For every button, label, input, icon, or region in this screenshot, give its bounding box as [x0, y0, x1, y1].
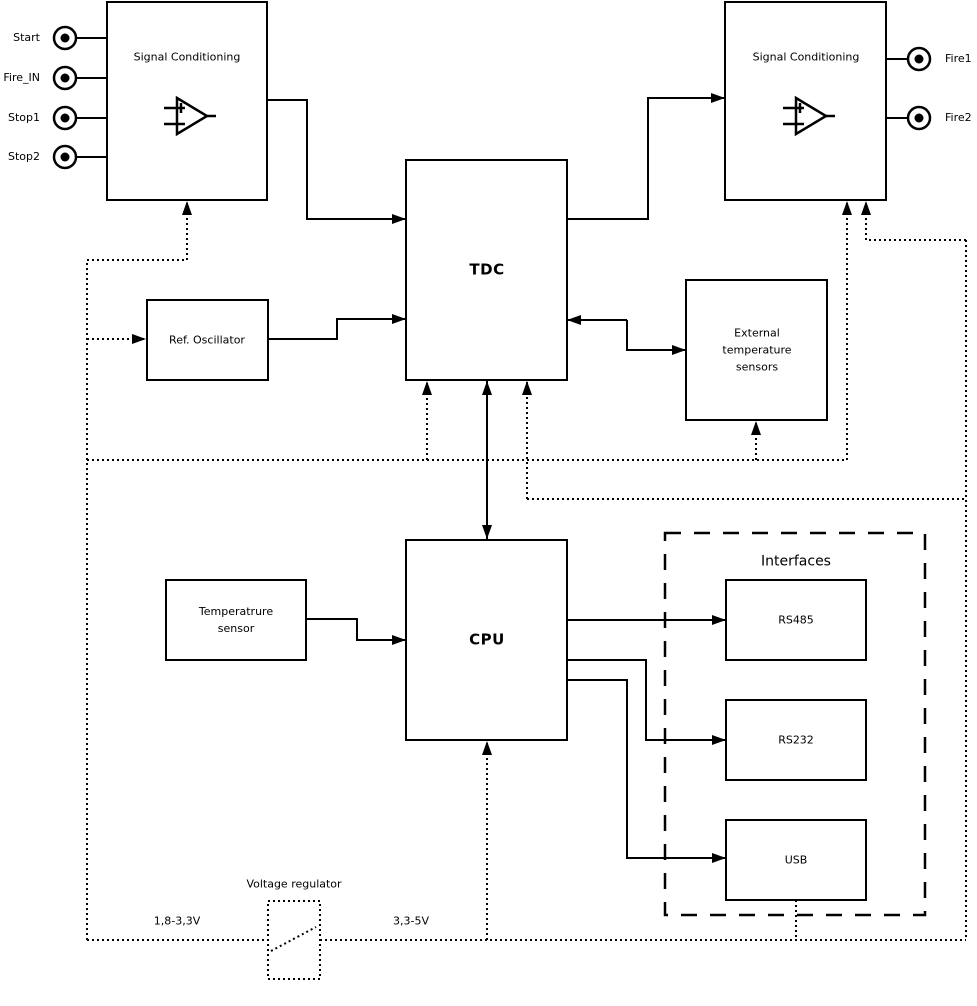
rs232-label: RS232 — [778, 733, 814, 747]
rs485-label: RS485 — [778, 613, 814, 627]
signal-conditioning-right-label: Signal Conditioning — [752, 50, 860, 64]
output-label-fire1: Fire1 — [945, 52, 972, 65]
input-label-stop2: Stop2 — [7, 150, 40, 163]
interfaces-group-label: Interfaces — [761, 553, 831, 570]
input-label-start: Start — [13, 31, 40, 44]
signal-conditioning-right-block — [725, 2, 886, 200]
cpu-label: CPU — [469, 630, 505, 649]
input-label-fire-in: Fire_IN — [3, 71, 40, 84]
low-voltage-rail-label: 1,8-3,3V — [153, 914, 201, 928]
input-label-stop1: Stop1 — [7, 111, 40, 124]
connector-start-icon — [54, 27, 76, 49]
temperature-sensor-label: Temperatrure sensor — [198, 605, 274, 635]
tdc-label: TDC — [469, 260, 505, 279]
external-temp-sensors-label: External temperature sensors — [722, 326, 792, 374]
connector-fire1-icon — [908, 48, 930, 70]
diagram-blocks — [107, 2, 886, 900]
ref-oscillator-label: Ref. Oscillator — [169, 333, 245, 347]
usb-label: USB — [784, 853, 808, 867]
output-label-fire2: Fire2 — [945, 111, 972, 124]
high-voltage-rail-label: 3,3-5V — [393, 914, 429, 928]
connector-stop2-icon — [54, 146, 76, 168]
connector-stop1-icon — [54, 107, 76, 129]
signal-conditioning-left-block — [107, 2, 267, 200]
connector-fire2-icon — [908, 107, 930, 129]
connector-fire-in-icon — [54, 67, 76, 89]
signal-conditioning-left-label: Signal Conditioning — [133, 50, 241, 64]
voltage-regulator-label: Voltage regulator — [246, 877, 342, 891]
voltage-regulator-box — [268, 901, 320, 979]
